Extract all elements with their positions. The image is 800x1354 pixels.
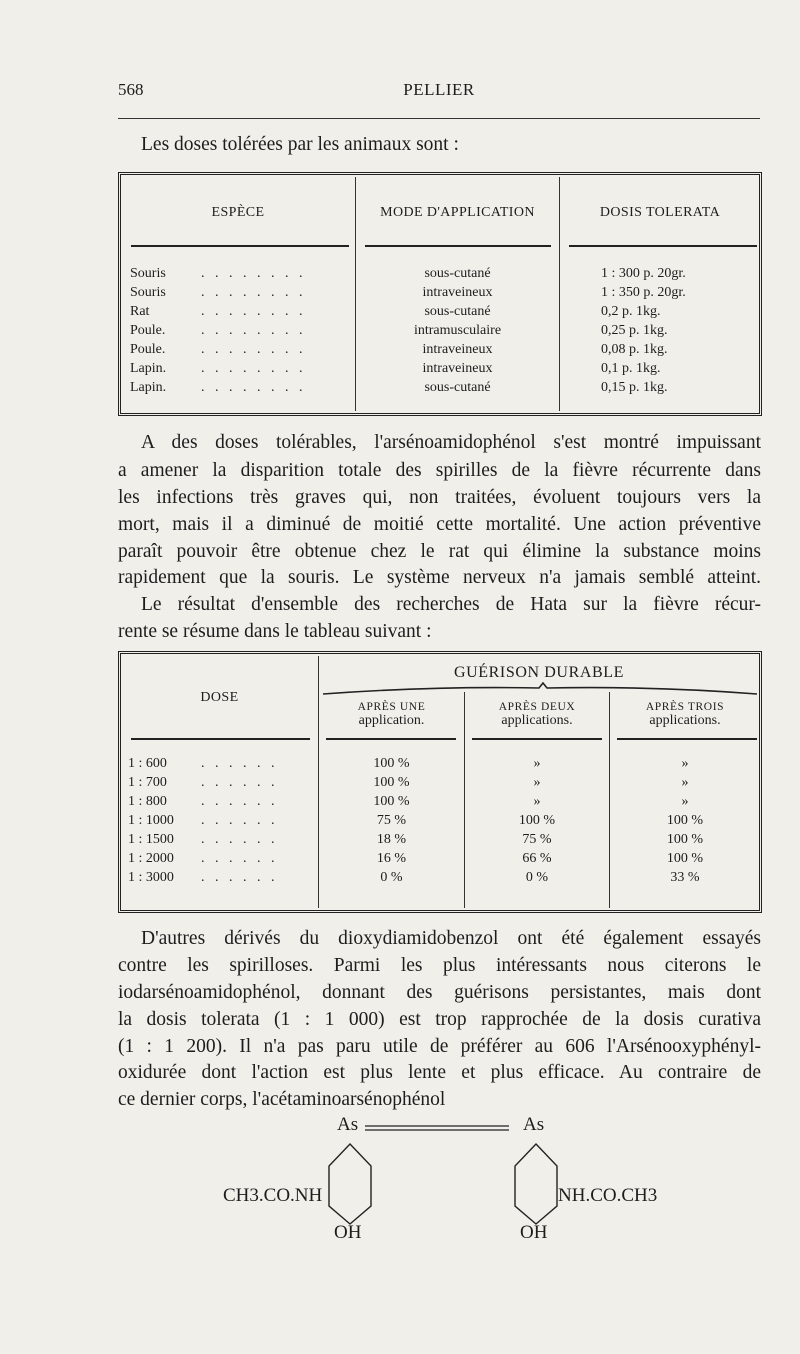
- table-cell-dose: 0,1 p. 1kg.: [601, 361, 661, 376]
- table-cell-species: Souris: [130, 285, 166, 300]
- table-cell-species: Lapin.: [130, 380, 167, 395]
- table-cell-mode: intraveineux: [422, 361, 493, 376]
- table-cell-mode: sous-cutané: [424, 304, 491, 319]
- table-cell-dose: 0,15 p. 1kg.: [601, 380, 668, 395]
- table-cell-dose: 1 : 800: [128, 794, 167, 809]
- table-cell-one: 0 %: [380, 870, 403, 885]
- table-cell-dose: 1 : 700: [128, 775, 167, 790]
- table-cell-dose: 1 : 300 p. 20gr.: [601, 266, 686, 281]
- table-cell-mode: intramusculaire: [413, 323, 502, 338]
- table-cell-one: 18 %: [376, 832, 407, 847]
- text-line: (1 : 1 200). Il n'a pas paru utile de préférer au 606 l'Arsénooxyphényl-: [118, 1036, 761, 1057]
- formula-substituent-right: NH.CO.CH3: [558, 1185, 658, 1206]
- header-rule: [569, 245, 757, 247]
- text-line: paraît pouvoir être obtenue chez le rat qui élimine la substance moins: [118, 541, 761, 562]
- table-cell-two: 75 %: [522, 832, 552, 847]
- table-cell-dose: 1 : 2000: [128, 851, 174, 866]
- leader-dots: . . . . . .: [201, 775, 278, 790]
- formula-oh-left: OH: [334, 1222, 362, 1243]
- header-rule: [472, 738, 602, 740]
- text-line: a amener la disparition totale des spirilles de la fièvre récurrente dans: [118, 460, 761, 481]
- header-espece: ESPÈCE: [211, 205, 265, 220]
- subheader-three: [610, 701, 760, 729]
- formula-as-left: As: [337, 1114, 359, 1135]
- leader-dots: . . . . . . . .: [201, 380, 306, 395]
- formula-oh-right: OH: [520, 1222, 548, 1243]
- benzene-rings-drawing: [300, 1118, 560, 1228]
- table-cell-species: Rat: [130, 304, 150, 319]
- group-brace: [321, 682, 761, 696]
- table-cell-one: 16 %: [376, 851, 407, 866]
- table-cell-dose: 0,25 p. 1kg.: [601, 323, 668, 338]
- header-rule: [617, 738, 757, 740]
- header-guerison: GUÉRISON DURABLE: [453, 664, 625, 681]
- text-line: la dosis tolerata (1 : 1 000) est trop rapprochée de la dosis curativa: [118, 1009, 761, 1030]
- table-cell-three: 100 %: [666, 813, 704, 828]
- text-line: iodarsénoamidophénol, donnant des guérisons persistantes, mais dont: [118, 982, 761, 1003]
- table-cell-dose: 0,2 p. 1kg.: [601, 304, 661, 319]
- text-line: rente se résume dans le tableau suivant :: [118, 621, 432, 642]
- page-number: 568: [118, 80, 144, 99]
- subheader-bottom: applications.: [501, 713, 573, 728]
- text-line: contre les spirilloses. Parmi les plus intéressants nous citerons le: [118, 955, 761, 976]
- text-line: les infections très graves qui, non traitées, évoluent toujours vers la: [118, 487, 761, 508]
- leader-dots: . . . . . . . .: [201, 266, 306, 281]
- table-cell-dose: 1 : 1000: [128, 813, 174, 828]
- running-title: PELLIER: [403, 80, 475, 99]
- text-line: oxidurée dont l'action est plus lente et plus efficace. Au contraire de: [118, 1062, 761, 1083]
- leader-dots: . . . . . .: [201, 756, 278, 771]
- leader-dots: . . . . . . . .: [201, 304, 306, 319]
- header-rule: [118, 118, 760, 119]
- table-cell-three: »: [681, 756, 689, 771]
- text-line: rapidement que la souris. Le système nerveux n'a jamais semblé atteint.: [118, 567, 761, 588]
- leader-dots: . . . . . . . .: [201, 342, 306, 357]
- subheader-top: APRÈS TROIS: [645, 701, 725, 713]
- table1-intro: Les doses tolérées par les animaux sont :: [141, 134, 459, 155]
- table-cell-two: 66 %: [522, 851, 552, 866]
- leader-dots: . . . . . .: [201, 832, 278, 847]
- table-cell-two: »: [533, 775, 541, 790]
- header-dosis: DOSIS TOLERATA: [599, 205, 721, 220]
- table-cell-one: 100 %: [373, 756, 410, 771]
- leader-dots: . . . . . .: [201, 813, 278, 828]
- subheader-bottom: application.: [358, 713, 425, 728]
- table-cell-species: Poule.: [130, 342, 166, 357]
- table-cell-mode: sous-cutané: [424, 380, 491, 395]
- table-cell-three: »: [681, 775, 689, 790]
- table-cell-dose: 1 : 600: [128, 756, 167, 771]
- subheader-one: [319, 701, 464, 729]
- table-cell-one: 100 %: [373, 794, 410, 809]
- table-cell-mode: intraveineux: [422, 285, 493, 300]
- table-cell-species: Lapin.: [130, 361, 167, 376]
- table-cell-three: 33 %: [670, 870, 700, 885]
- text-line: ce dernier corps, l'acétaminoarsénophénol: [118, 1089, 446, 1110]
- leader-dots: . . . . . . . .: [201, 323, 306, 338]
- table-cell-two: 100 %: [518, 813, 556, 828]
- subheader-top: APRÈS DEUX: [498, 701, 576, 713]
- running-header: [118, 80, 760, 102]
- header-rule: [365, 245, 551, 247]
- header-rule: [131, 738, 310, 740]
- table-cell-mode: intraveineux: [422, 342, 493, 357]
- text-line: mort, mais il a diminué de moitié cette mortalité. Une action préventive: [118, 514, 761, 535]
- table-cell-three: 100 %: [666, 851, 704, 866]
- leader-dots: . . . . . . . .: [201, 285, 306, 300]
- header-mode: MODE D'APPLICATION: [380, 205, 535, 220]
- leader-dots: . . . . . .: [201, 794, 278, 809]
- table-cell-two: »: [533, 756, 541, 771]
- table-cell-one: 100 %: [373, 775, 410, 790]
- text-line: A des doses tolérables, l'arsénoamidophénol s'est montré impuissant: [141, 432, 761, 453]
- leader-dots: . . . . . .: [201, 851, 278, 866]
- table-cell-dose: 1 : 1500: [128, 832, 174, 847]
- table-cell-three: 100 %: [666, 832, 704, 847]
- text-line: D'autres dérivés du dioxydiamidobenzol ont été également essayés: [141, 928, 761, 949]
- table-cell-two: »: [533, 794, 541, 809]
- table-cell-species: Poule.: [130, 323, 166, 338]
- header-rule: [131, 245, 349, 247]
- leader-dots: . . . . . .: [201, 870, 278, 885]
- table-cell-two: 0 %: [525, 870, 549, 885]
- subheader-bottom: applications.: [649, 713, 721, 728]
- header-rule: [326, 738, 456, 740]
- table-cell-one: 75 %: [376, 813, 407, 828]
- leader-dots: . . . . . . . .: [201, 361, 306, 376]
- hata-results-table: [118, 651, 762, 913]
- subheader-top: APRÈS UNE: [357, 701, 426, 713]
- table-cell-three: »: [681, 794, 689, 809]
- tolerated-doses-table: [118, 172, 762, 416]
- subheader-two: [465, 701, 609, 729]
- table-cell-dose: 1 : 350 p. 20gr.: [601, 285, 686, 300]
- table-cell-species: Souris: [130, 266, 166, 281]
- text-line: Le résultat d'ensemble des recherches de Hata sur la fièvre récur-: [141, 594, 761, 615]
- table-cell-dose: 1 : 3000: [128, 870, 174, 885]
- table-cell-mode: sous-cutané: [424, 266, 491, 281]
- formula-substituent-left: CH3.CO.NH: [223, 1185, 323, 1206]
- formula-as-right: As: [523, 1114, 545, 1135]
- header-dose: DOSE: [200, 690, 239, 705]
- table-cell-dose: 0,08 p. 1kg.: [601, 342, 668, 357]
